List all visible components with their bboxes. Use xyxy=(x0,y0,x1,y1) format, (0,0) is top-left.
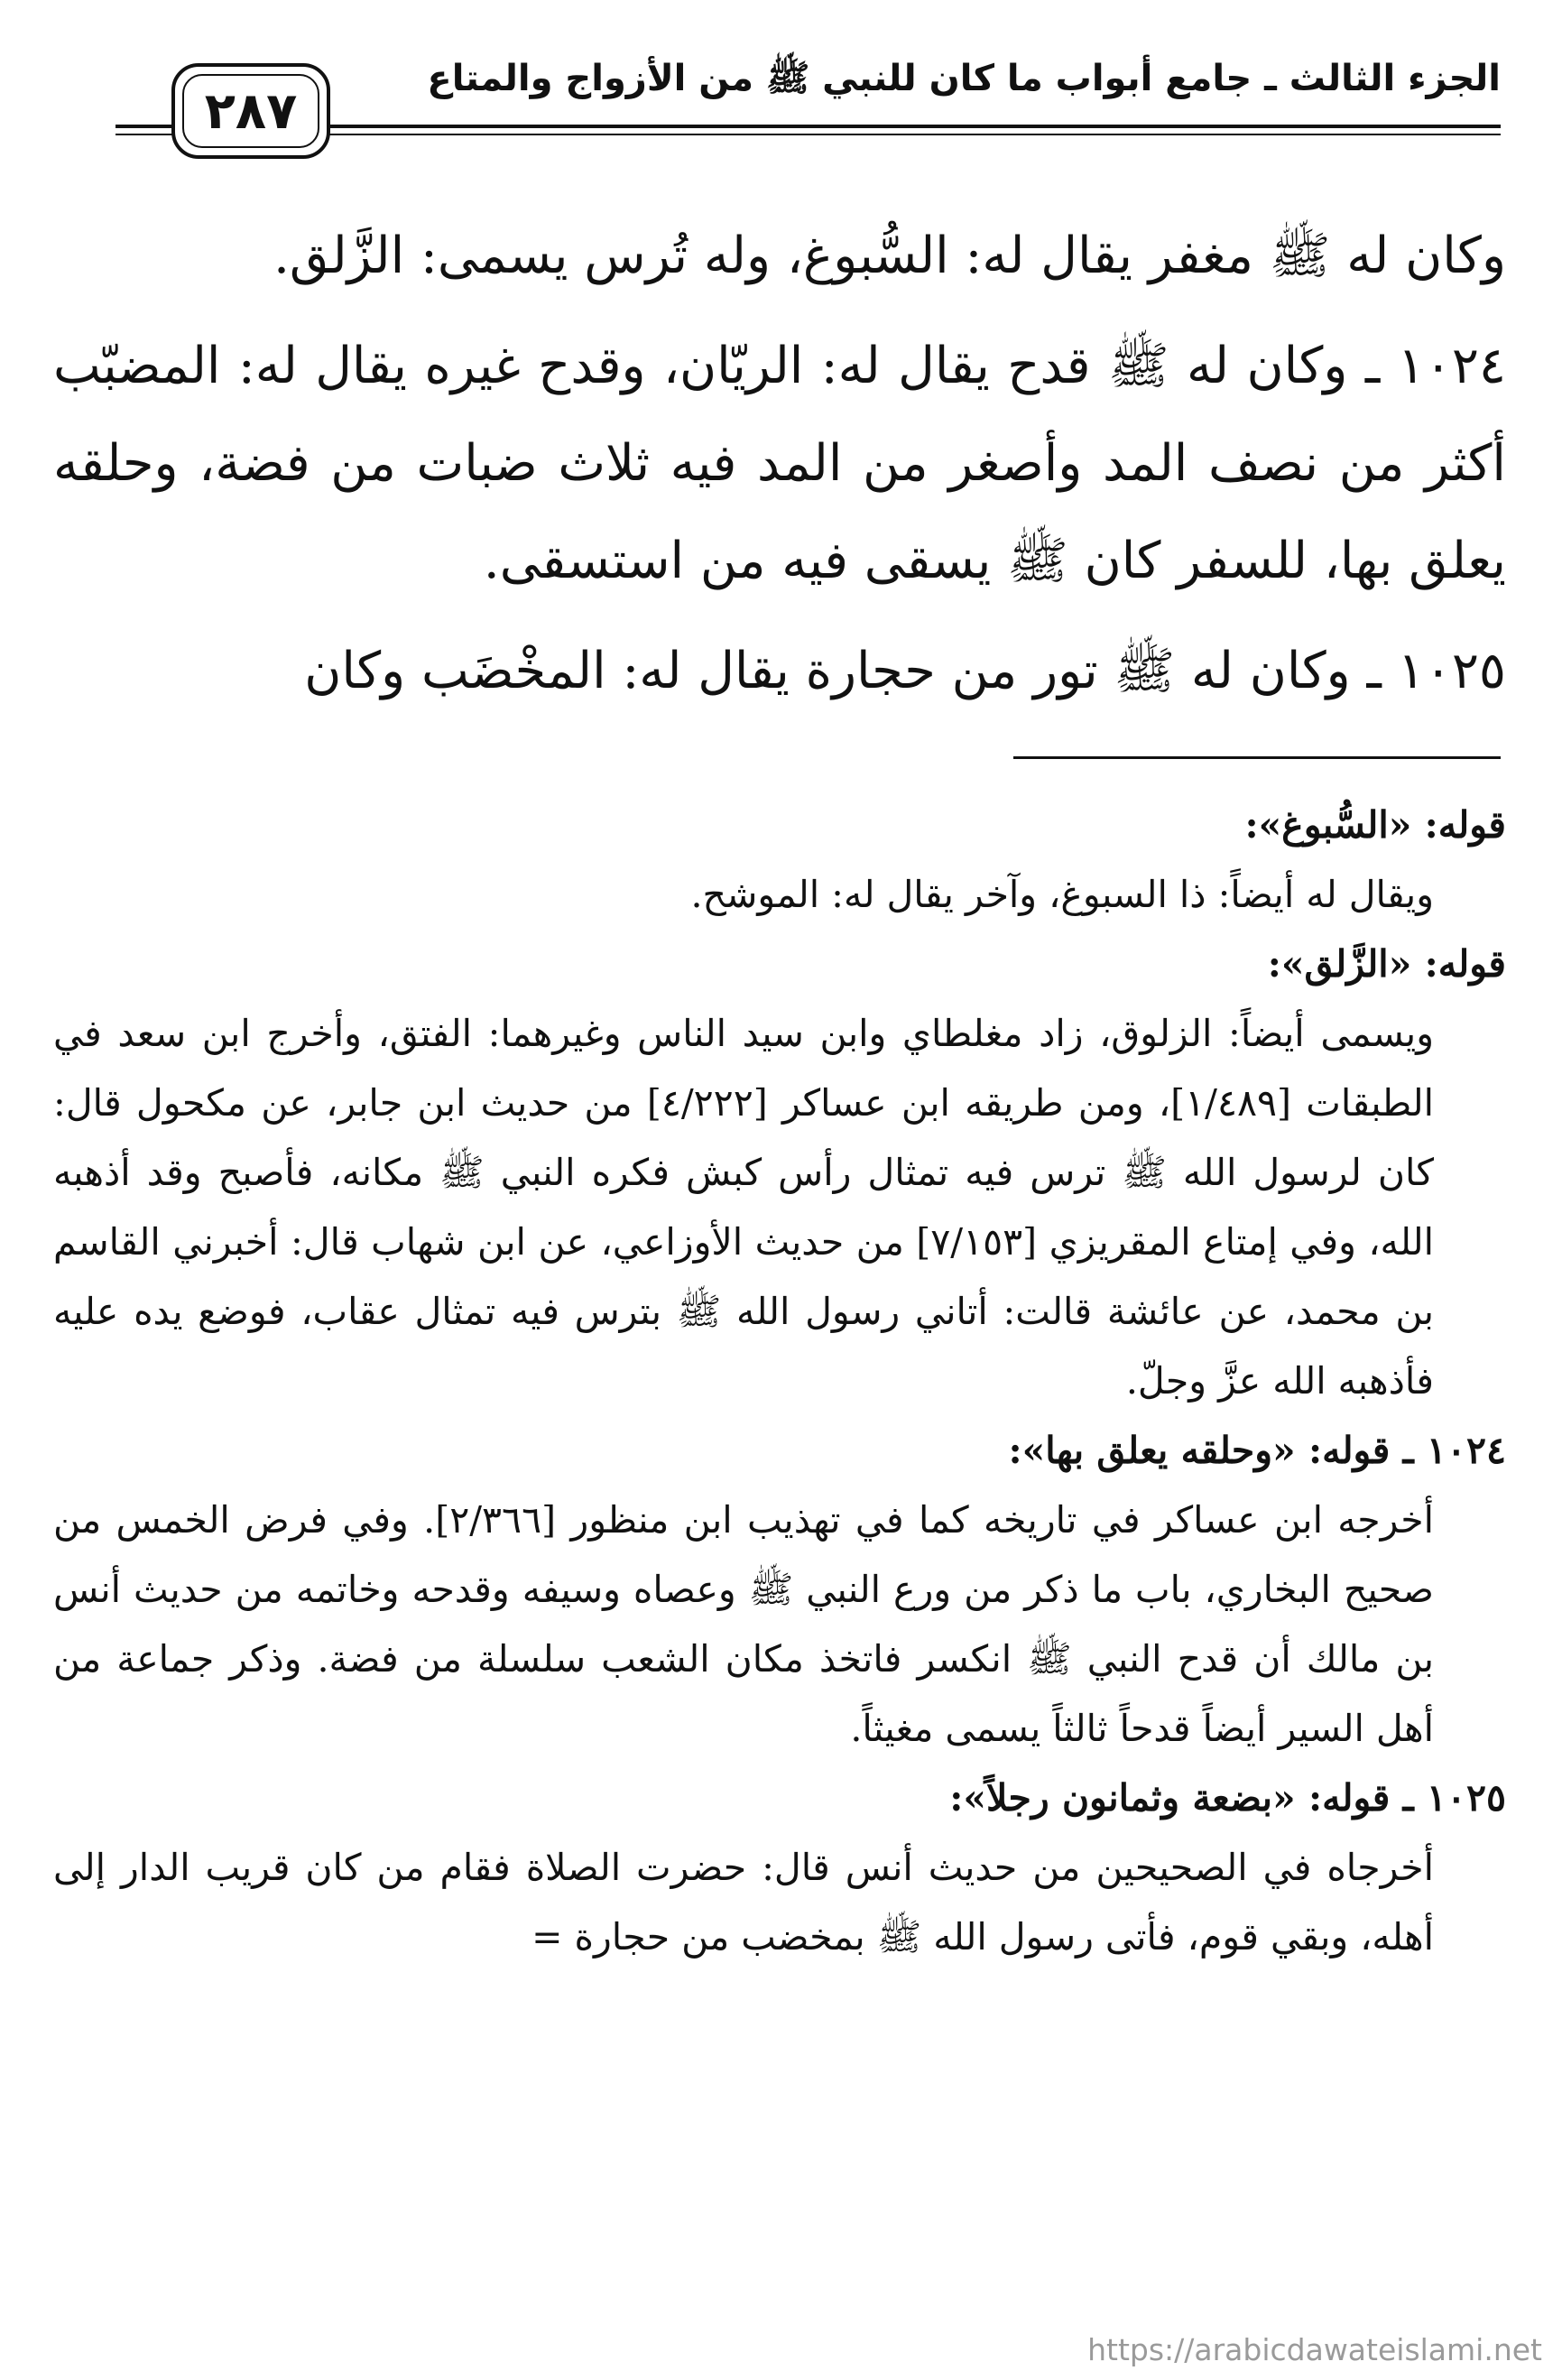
main-text xyxy=(53,208,1506,733)
running-header: الجزء الثالث ـ جامع أبواب ما كان للنبي ﷺ من الأزواج والمتاع xyxy=(427,58,1501,99)
page-number-frame xyxy=(171,63,330,159)
main-paragraph: ١٠٢٤ ـ وكان له ﷺ قدح يقال له: الريّان، وقدح غيره يقال له: المضبّب أكثر من نصف المد وأصغر من المد فيه ثلاث ضبات من فضة، وحلقه يعلق بها، للسفر كان ﷺ يسقى فيه من استسقى. xyxy=(53,337,1506,590)
footnote-heading: ١٠٢٥ ـ قوله: «بضعة وثمانون رجلاً»: xyxy=(949,1776,1506,1820)
footnote-body: ويسمى أيضاً: الزلوق، زاد مغلطاي وابن سيد الناس وغيرهما: الفتق، وأخرج ابن سعد في الطبقات [١/٤٨٩]، ومن طريقه ابن عساكر [٤/٢٢٢] من حديث ابن جابر، عن مكحول قال: كان لرسول الله ﷺ ترس فيه تمثال رأس كبش فكره النبي ﷺ مكانه، فأصبح وقد أذهبه الله، وفي إمتاع المقريزي [٧/١٥٣] من حديث الأوزاعي، عن ابن شهاب قال: أخبرني القاسم بن محمد، عن عائشة قالت: أتاني رسول الله ﷺ بترس فيه تمثال عقاب، فوضع يده عليه فأذهبه الله عزَّ وجلّ. xyxy=(53,1012,1434,1403)
footnote-body: أخرجاه في الصحيحين من حديث أنس قال: حضرت الصلاة فقام من كان قريب الدار إلى أهله، وبقي قوم، فأتى رسول الله ﷺ بمخضب من حجارة = xyxy=(53,1846,1434,1959)
footnotes xyxy=(53,791,1506,1972)
footnote-body: أخرجه ابن عساكر في تاريخه كما في تهذيب ابن منظور [٢/٣٦٦]. وفي فرض الخمس من صحيح البخاري، باب ما ذكر من ورع النبي ﷺ وعصاه وسيفه وقدحه وخاتمه من حديث أنس بن مالك أن قدح النبي ﷺ انكسر فاتخذ مكان الشعب سلسلة من فضة. وذكر جماعة من أهل السير أيضاً قدحاً ثالثاً يسمى مغيثاً. xyxy=(53,1498,1434,1750)
footnote-heading: قوله: «الزَّلق»: xyxy=(1267,942,1506,986)
footnote-heading: ١٠٢٤ ـ قوله: «وحلقه يعلق بها»: xyxy=(1008,1429,1506,1472)
source-watermark: https://arabicdawateislami.net xyxy=(1087,2332,1542,2367)
main-paragraph: ١٠٢٥ ـ وكان له ﷺ تور من حجارة يقال له: المخْضَب وكان xyxy=(304,642,1506,700)
page-number: ٢٨٧ xyxy=(182,74,319,148)
footnote-separator xyxy=(1013,756,1501,759)
footnote-heading: قوله: «السُّبوغ»: xyxy=(1244,803,1506,847)
main-paragraph: وكان له ﷺ مغفر يقال له: السُّبوغ، وله تُرس يسمى: الزَّلق. xyxy=(273,227,1506,285)
footnote-body: ويقال له أيضاً: ذا السبوغ، وآخر يقال له: الموشح. xyxy=(690,873,1434,916)
